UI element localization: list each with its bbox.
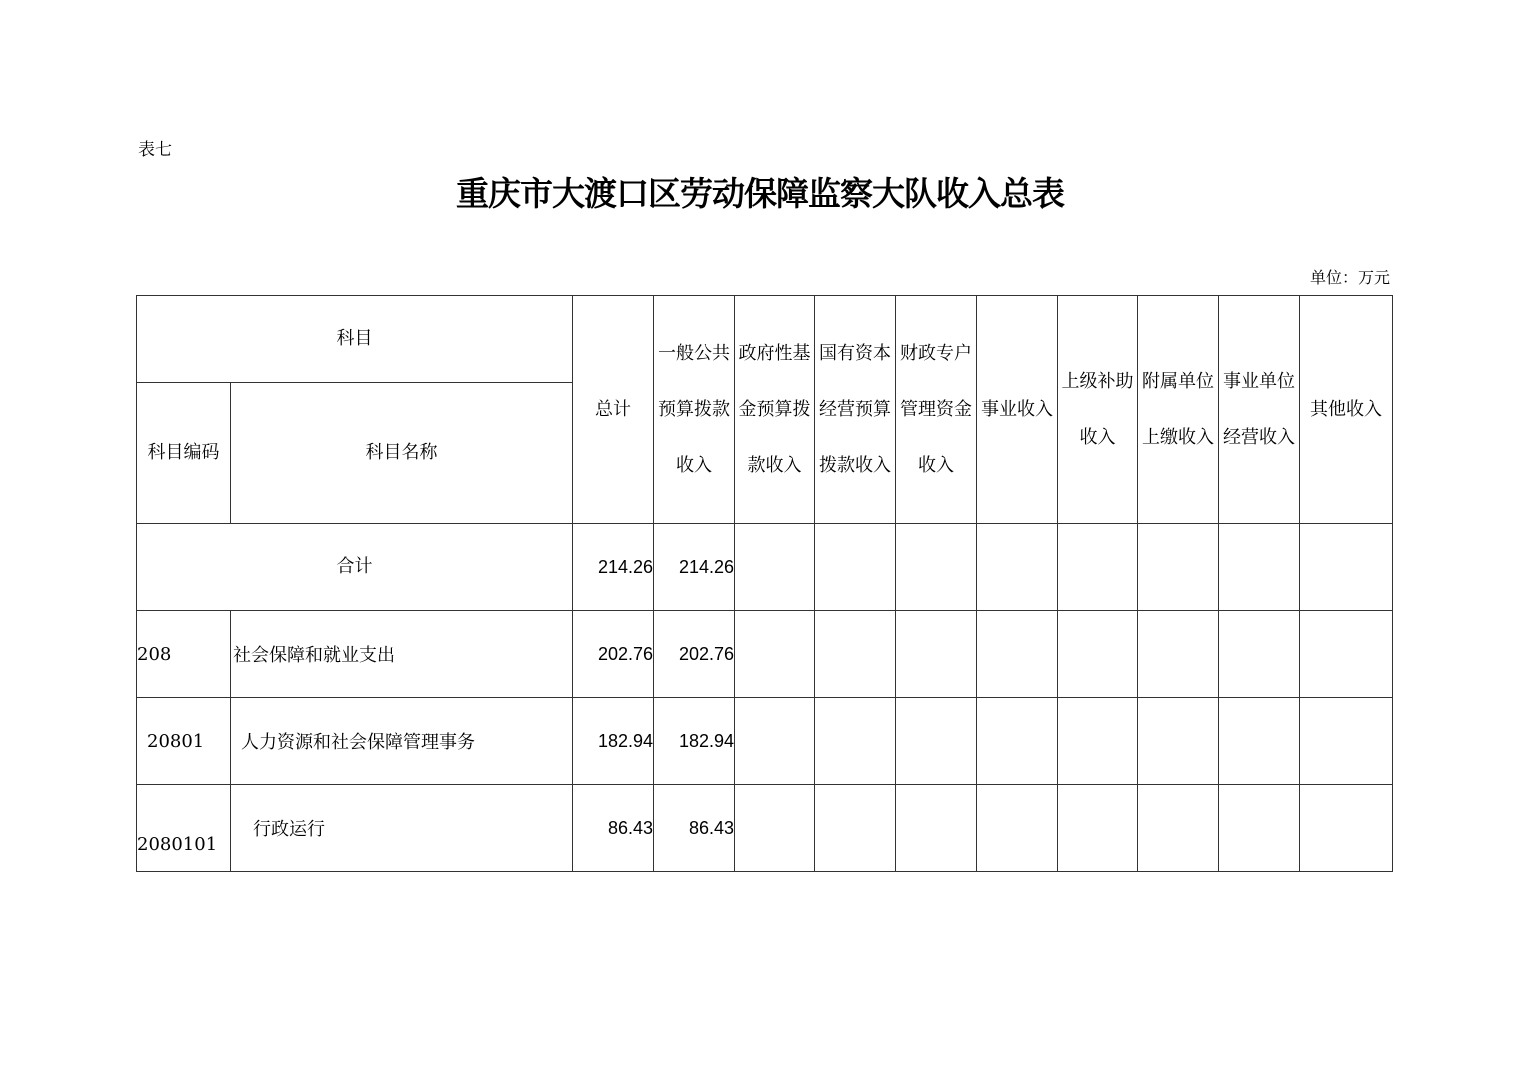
empty-cell: [1300, 698, 1393, 785]
empty-cell: [815, 611, 896, 698]
row-total: 202.76: [573, 611, 654, 698]
empty-cell: [1058, 611, 1138, 698]
header-affiliated-units: 附属单位上缴收入: [1138, 296, 1219, 524]
total-row-total: 214.26: [573, 524, 654, 611]
empty-cell: [815, 785, 896, 872]
empty-cell: [1138, 524, 1219, 611]
row-code: 20801: [137, 698, 231, 785]
empty-cell: [1219, 611, 1300, 698]
header-other-income: 其他收入: [1300, 296, 1393, 524]
header-subject: 科目: [137, 296, 573, 383]
empty-cell: [1058, 785, 1138, 872]
empty-cell: [735, 611, 815, 698]
header-subject-name: 科目名称: [231, 383, 573, 524]
header-general-budget: 一般公共预算拨款收入: [654, 296, 735, 524]
header-total: 总计: [573, 296, 654, 524]
empty-cell: [735, 698, 815, 785]
row-total: 86.43: [573, 785, 654, 872]
empty-cell: [1300, 785, 1393, 872]
empty-cell: [735, 785, 815, 872]
row-code: 208: [137, 611, 231, 698]
row-name: 社会保障和就业支出: [231, 611, 573, 698]
empty-cell: [735, 524, 815, 611]
empty-cell: [977, 524, 1058, 611]
empty-cell: [1300, 611, 1393, 698]
empty-cell: [977, 698, 1058, 785]
empty-cell: [1219, 785, 1300, 872]
row-name: 人力资源和社会保障管理事务: [231, 698, 573, 785]
income-summary-table: [136, 295, 1393, 872]
row-total: 182.94: [573, 698, 654, 785]
header-operating-income: 事业单位经营收入: [1219, 296, 1300, 524]
table-number-label: 表七: [138, 140, 172, 160]
row-general-budget: 86.43: [654, 785, 735, 872]
table-row: [137, 785, 1393, 872]
header-state-capital: 国有资本经营预算拨款收入: [815, 296, 896, 524]
empty-cell: [1058, 698, 1138, 785]
unit-label: 单位：万元: [1309, 268, 1390, 287]
empty-cell: [1138, 611, 1219, 698]
row-code: 2080101: [137, 785, 231, 872]
empty-cell: [896, 698, 977, 785]
empty-cell: [1219, 698, 1300, 785]
empty-cell: [1138, 698, 1219, 785]
header-superior-subsidy: 上级补助收入: [1058, 296, 1138, 524]
empty-cell: [977, 785, 1058, 872]
header-gov-fund: 政府性基金预算拨款收入: [735, 296, 815, 524]
table-row: [137, 611, 1393, 698]
empty-cell: [896, 524, 977, 611]
empty-cell: [815, 524, 896, 611]
header-fiscal-account: 财政专户管理资金收入: [896, 296, 977, 524]
empty-cell: [1058, 524, 1138, 611]
empty-cell: [896, 611, 977, 698]
empty-cell: [1219, 524, 1300, 611]
row-name: 行政运行: [231, 785, 573, 872]
empty-cell: [815, 698, 896, 785]
document-title: 重庆市大渡口区劳动保障监察大队收入总表: [456, 174, 1064, 213]
row-general-budget: 202.76: [654, 611, 735, 698]
empty-cell: [1138, 785, 1219, 872]
empty-cell: [1300, 524, 1393, 611]
header-subject-code: 科目编码: [137, 383, 231, 524]
total-row-label: 合计: [137, 524, 573, 611]
empty-cell: [977, 611, 1058, 698]
table-row: [137, 698, 1393, 785]
empty-cell: [896, 785, 977, 872]
total-row: [137, 524, 1393, 611]
header-business-income: 事业收入: [977, 296, 1058, 524]
row-general-budget: 182.94: [654, 698, 735, 785]
total-row-general-budget: 214.26: [654, 524, 735, 611]
